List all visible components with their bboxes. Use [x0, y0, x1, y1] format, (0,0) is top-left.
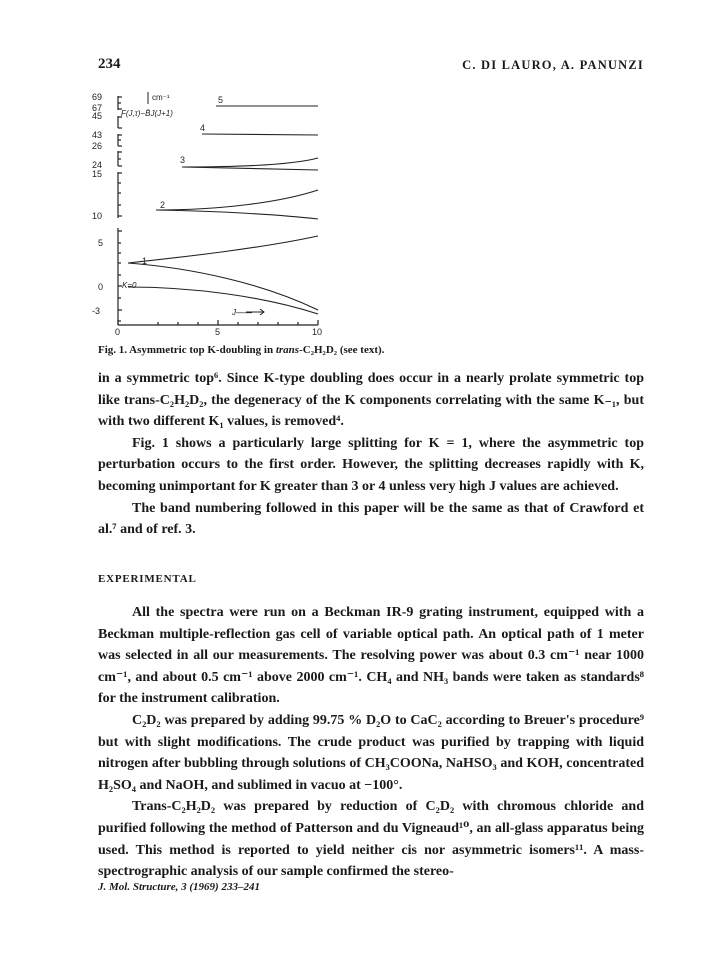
caption-molecule-prefix: trans — [275, 344, 300, 356]
j-axis-label: J—— — [232, 308, 252, 317]
function-label: F(J,τ)−B̄J(J+1) — [121, 109, 173, 118]
y-tick-label: 45 — [92, 111, 103, 121]
curve-k1-lower — [128, 263, 318, 310]
page-number: 234 — [98, 56, 121, 72]
x-axis — [118, 320, 318, 325]
k-label: 5 — [218, 95, 224, 105]
curve-k1-upper — [128, 236, 318, 263]
k-label: 2 — [160, 200, 166, 210]
level-curves — [128, 106, 318, 314]
y-tick-label: 69 — [92, 92, 103, 102]
k-label: 3 — [180, 155, 186, 165]
x-tick-label: 5 — [215, 327, 221, 336]
experimental-text-block — [98, 602, 644, 883]
section-heading: EXPERIMENTAL — [98, 573, 197, 585]
curve-k3-upper — [182, 158, 318, 167]
y-tick-label: 0 — [98, 282, 104, 292]
y-tick-label: 24 — [92, 160, 103, 170]
paragraph: Fig. 1 shows a particularly large splitting for K = 1, where the asymmetric top perturbation occurs to the first order. However, the splitting decreases rapidly with K, becoming unimportant for K greater than 3 or 4 unless very high J values are achieved. — [98, 435, 644, 494]
caption-molecule-rest: -C₂H₂D₂ (see text). — [299, 344, 385, 356]
paragraph: All the spectra were run on a Beckman IR-9 grating instrument, equipped with a Beckman multiple-reflection gas cell of variable optical path. An optical path of 1 meter was selected in all our measurements. The resolving power was about 0.3 cm⁻¹ near 1000 cm⁻¹, and about 0.5 cm⁻¹ above 2000 cm⁻¹. CH₄ and NH₃ bands were taken as standards⁸ for the instrument calibration. — [98, 605, 644, 707]
paragraph: C₂D₂ was prepared by adding 99.75 % D₂O to CaC₂ according to Breuer's procedure⁹ but with slight modifications. The crude product was purified by trapping with liquid nitrogen after bubbling through solutions of CH₃COONa, NaHSO₃ and KOH, concentrated H₂SO₄ and NaOH, and sublimed in vacuo at −100°. — [98, 712, 644, 793]
k-label: 1 — [142, 256, 148, 266]
y-tick-label: 26 — [92, 141, 103, 151]
x-tick-label: 10 — [312, 327, 323, 336]
y-tick-label: 5 — [98, 238, 104, 248]
curve-k4 — [202, 134, 318, 135]
curve-k2-upper — [156, 190, 318, 210]
intro-text-block — [98, 368, 644, 541]
curve-k2-lower — [156, 210, 318, 219]
figure-plot — [92, 88, 332, 336]
k-label: 4 — [200, 123, 206, 133]
running-head: C. DI LAURO, A. PANUNZI — [462, 58, 644, 72]
unit-label: cm⁻¹ — [152, 93, 170, 102]
x-tick-label: 0 — [115, 327, 121, 336]
paragraph: in a symmetric top⁶. Since K-type doubling does occur in a nearly prolate symmetric top like trans-C₂H₂D₂, the degeneracy of the K components correlating with the same K₋₁, but with two different K₁ values, is removed⁴. — [98, 371, 644, 430]
figure-caption — [98, 344, 384, 356]
y-tick-label: -3 — [92, 306, 101, 316]
curve-k0 — [128, 287, 318, 314]
y-tick-label: 10 — [92, 211, 103, 221]
paragraph: The band numbering followed in this paper will be the same as that of Crawford et al.⁷ and of ref. 3. — [98, 500, 644, 538]
caption-prefix: Fig. 1. Asymmetric top K-doubling in — [98, 344, 276, 356]
y-tick-label: 15 — [92, 169, 103, 179]
k-label: K=0 — [122, 281, 137, 290]
journal-citation: J. Mol. Structure, 3 (1969) 233–241 — [98, 881, 260, 893]
y-tick-label: 43 — [92, 130, 103, 140]
figure-k-doubling — [92, 88, 332, 336]
y-tick-label: 67 — [92, 103, 103, 113]
y-axis — [118, 96, 122, 325]
curve-k3-lower — [182, 167, 318, 170]
paragraph: Trans-C₂H₂D₂ was prepared by reduction of C₂D₂ with chromous chloride and purified following the method of Patterson and du Vigneaud¹⁰, an all-glass apparatus being used. This method is reported to yield neither cis nor asymmetric isomers¹¹. A mass-spectrographic analysis of our sample confirmed the stereo- — [98, 799, 644, 880]
